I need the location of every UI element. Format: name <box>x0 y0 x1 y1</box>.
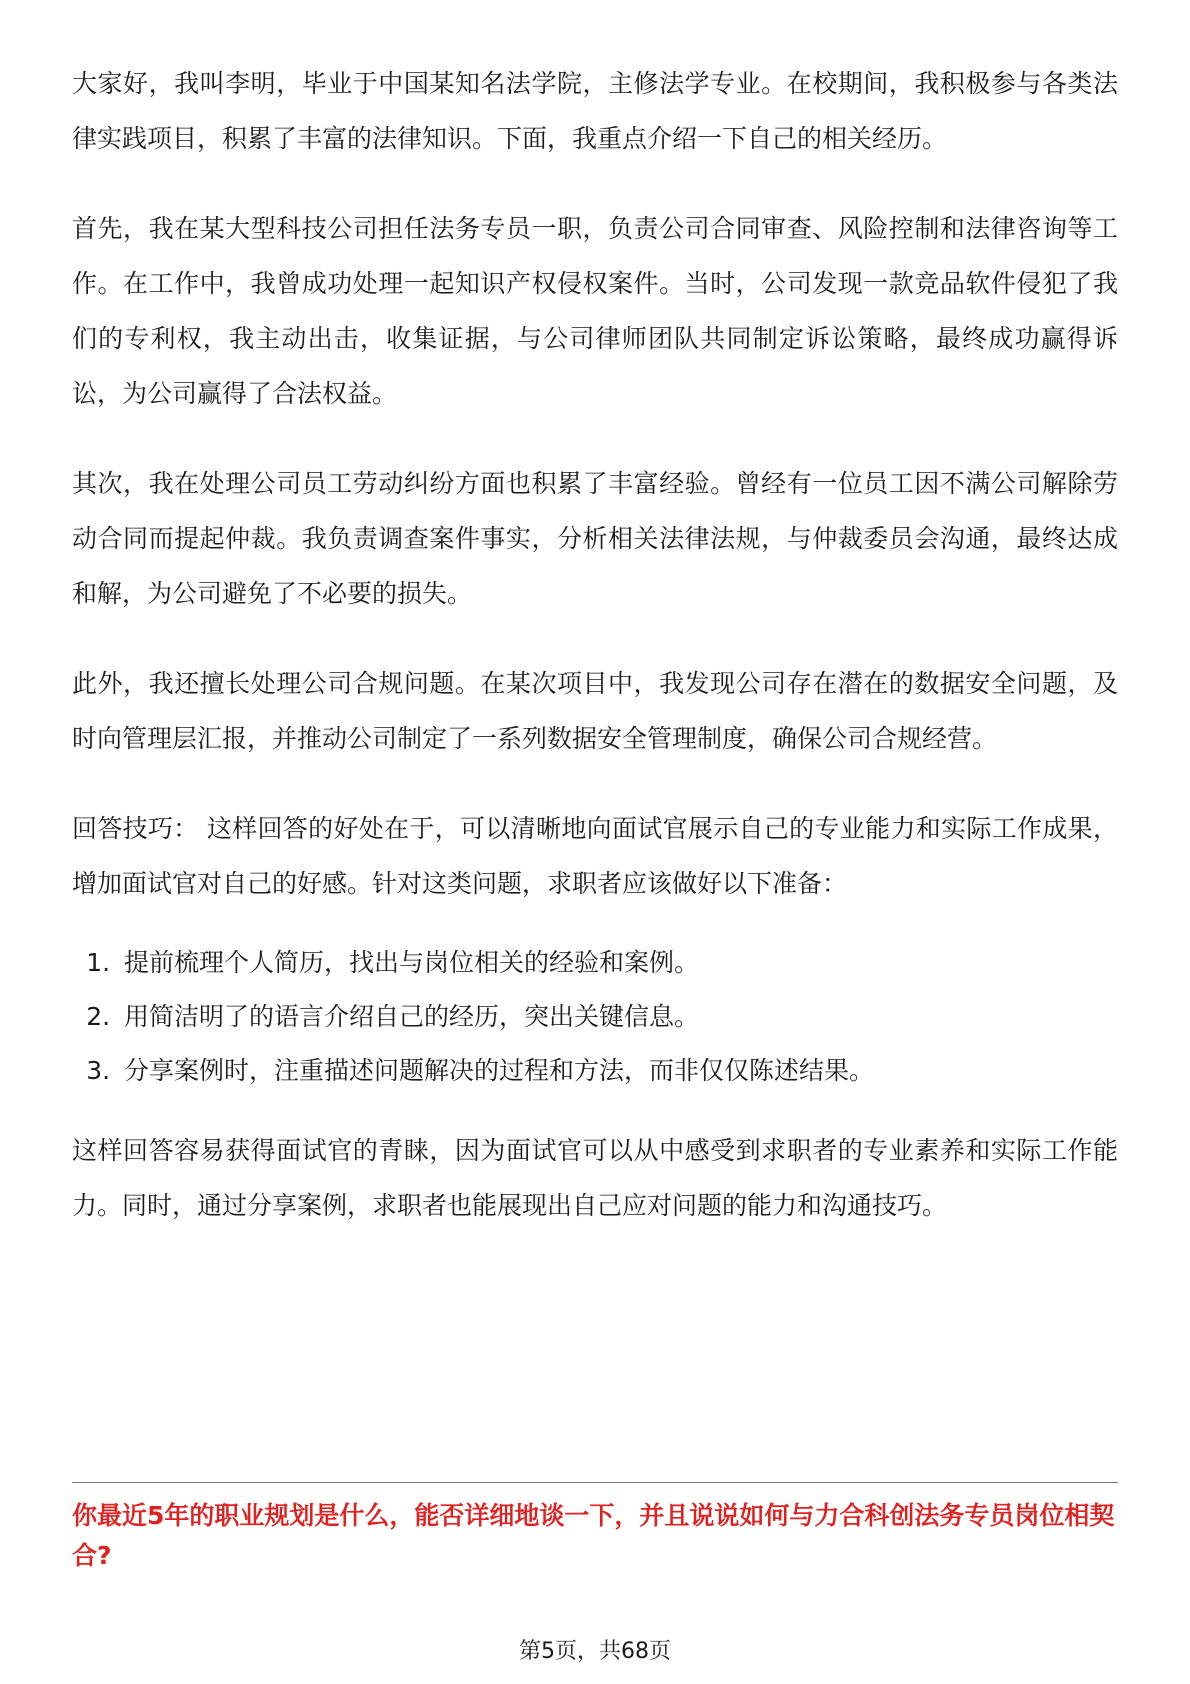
answer-tips-paragraph: 回答技巧： 这样回答的好处在于，可以清晰地向面试官展示自己的专业能力和实际工作成果，增加面试官对自己的好感。针对这类问题，求职者应该做好以下准备： <box>72 814 1118 898</box>
page-number-footer: 第5页，共68页 <box>519 1639 671 1664</box>
tips-list <box>72 936 1118 1098</box>
main-content <box>72 56 1118 1268</box>
experience-paragraph-3: 此外，我还擅长处理公司合规问题。在某次项目中，我发现公司存在潜在的数据安全问题，及时向管理层汇报，并推动公司制定了一系列数据安全管理制度，确保公司合规经营。 <box>72 669 1118 753</box>
list-item: 1. 提前梳理个人简历，找出与岗位相关的经验和案例。 <box>118 936 1118 990</box>
closing-paragraph: 这样回答容易获得面试官的青睐，因为面试官可以从中感受到求职者的专业素养和实际工作能力。同时，通过分享案例，求职者也能展现出自己应对问题的能力和沟通技巧。 <box>72 1136 1118 1220</box>
list-item: 3. 分享案例时，注重描述问题解决的过程和方法，而非仅仅陈述结果。 <box>118 1044 1118 1098</box>
list-item: 2. 用简洁明了的语言介绍自己的经历，突出关键信息。 <box>118 990 1118 1044</box>
experience-paragraph-2: 其次，我在处理公司员工劳动纠纷方面也积累了丰富经验。曾经有一位员工因不满公司解除劳动合同而提起仲裁。我负责调查案件事实，分析相关法律法规，与仲裁委员会沟通，最终达成和解，为公司避免了不必要的损失。 <box>72 469 1118 608</box>
next-question-heading: 你最近5年的职业规划是什么，能否详细地谈一下，并且说说如何与力合科创法务专员岗位相契合? <box>72 1501 1115 1570</box>
intro-paragraph: 大家好，我叫李明，毕业于中国某知名法学院，主修法学专业。在校期间，我积极参与各类法律实践项目，积累了丰富的法律知识。下面，我重点介绍一下自己的相关经历。 <box>72 69 1118 153</box>
experience-paragraph-1: 首先，我在某大型科技公司担任法务专员一职，负责公司合同审查、风险控制和法律咨询等工作。在工作中，我曾成功处理一起知识产权侵权案件。当时，公司发现一款竞品软件侵犯了我们的专利权，我主动出击，收集证据，与公司律师团队共同制定诉讼策略，最终成功赢得诉讼，为公司赢得了合法权益。 <box>72 214 1118 408</box>
section-divider <box>72 1482 1118 1483</box>
